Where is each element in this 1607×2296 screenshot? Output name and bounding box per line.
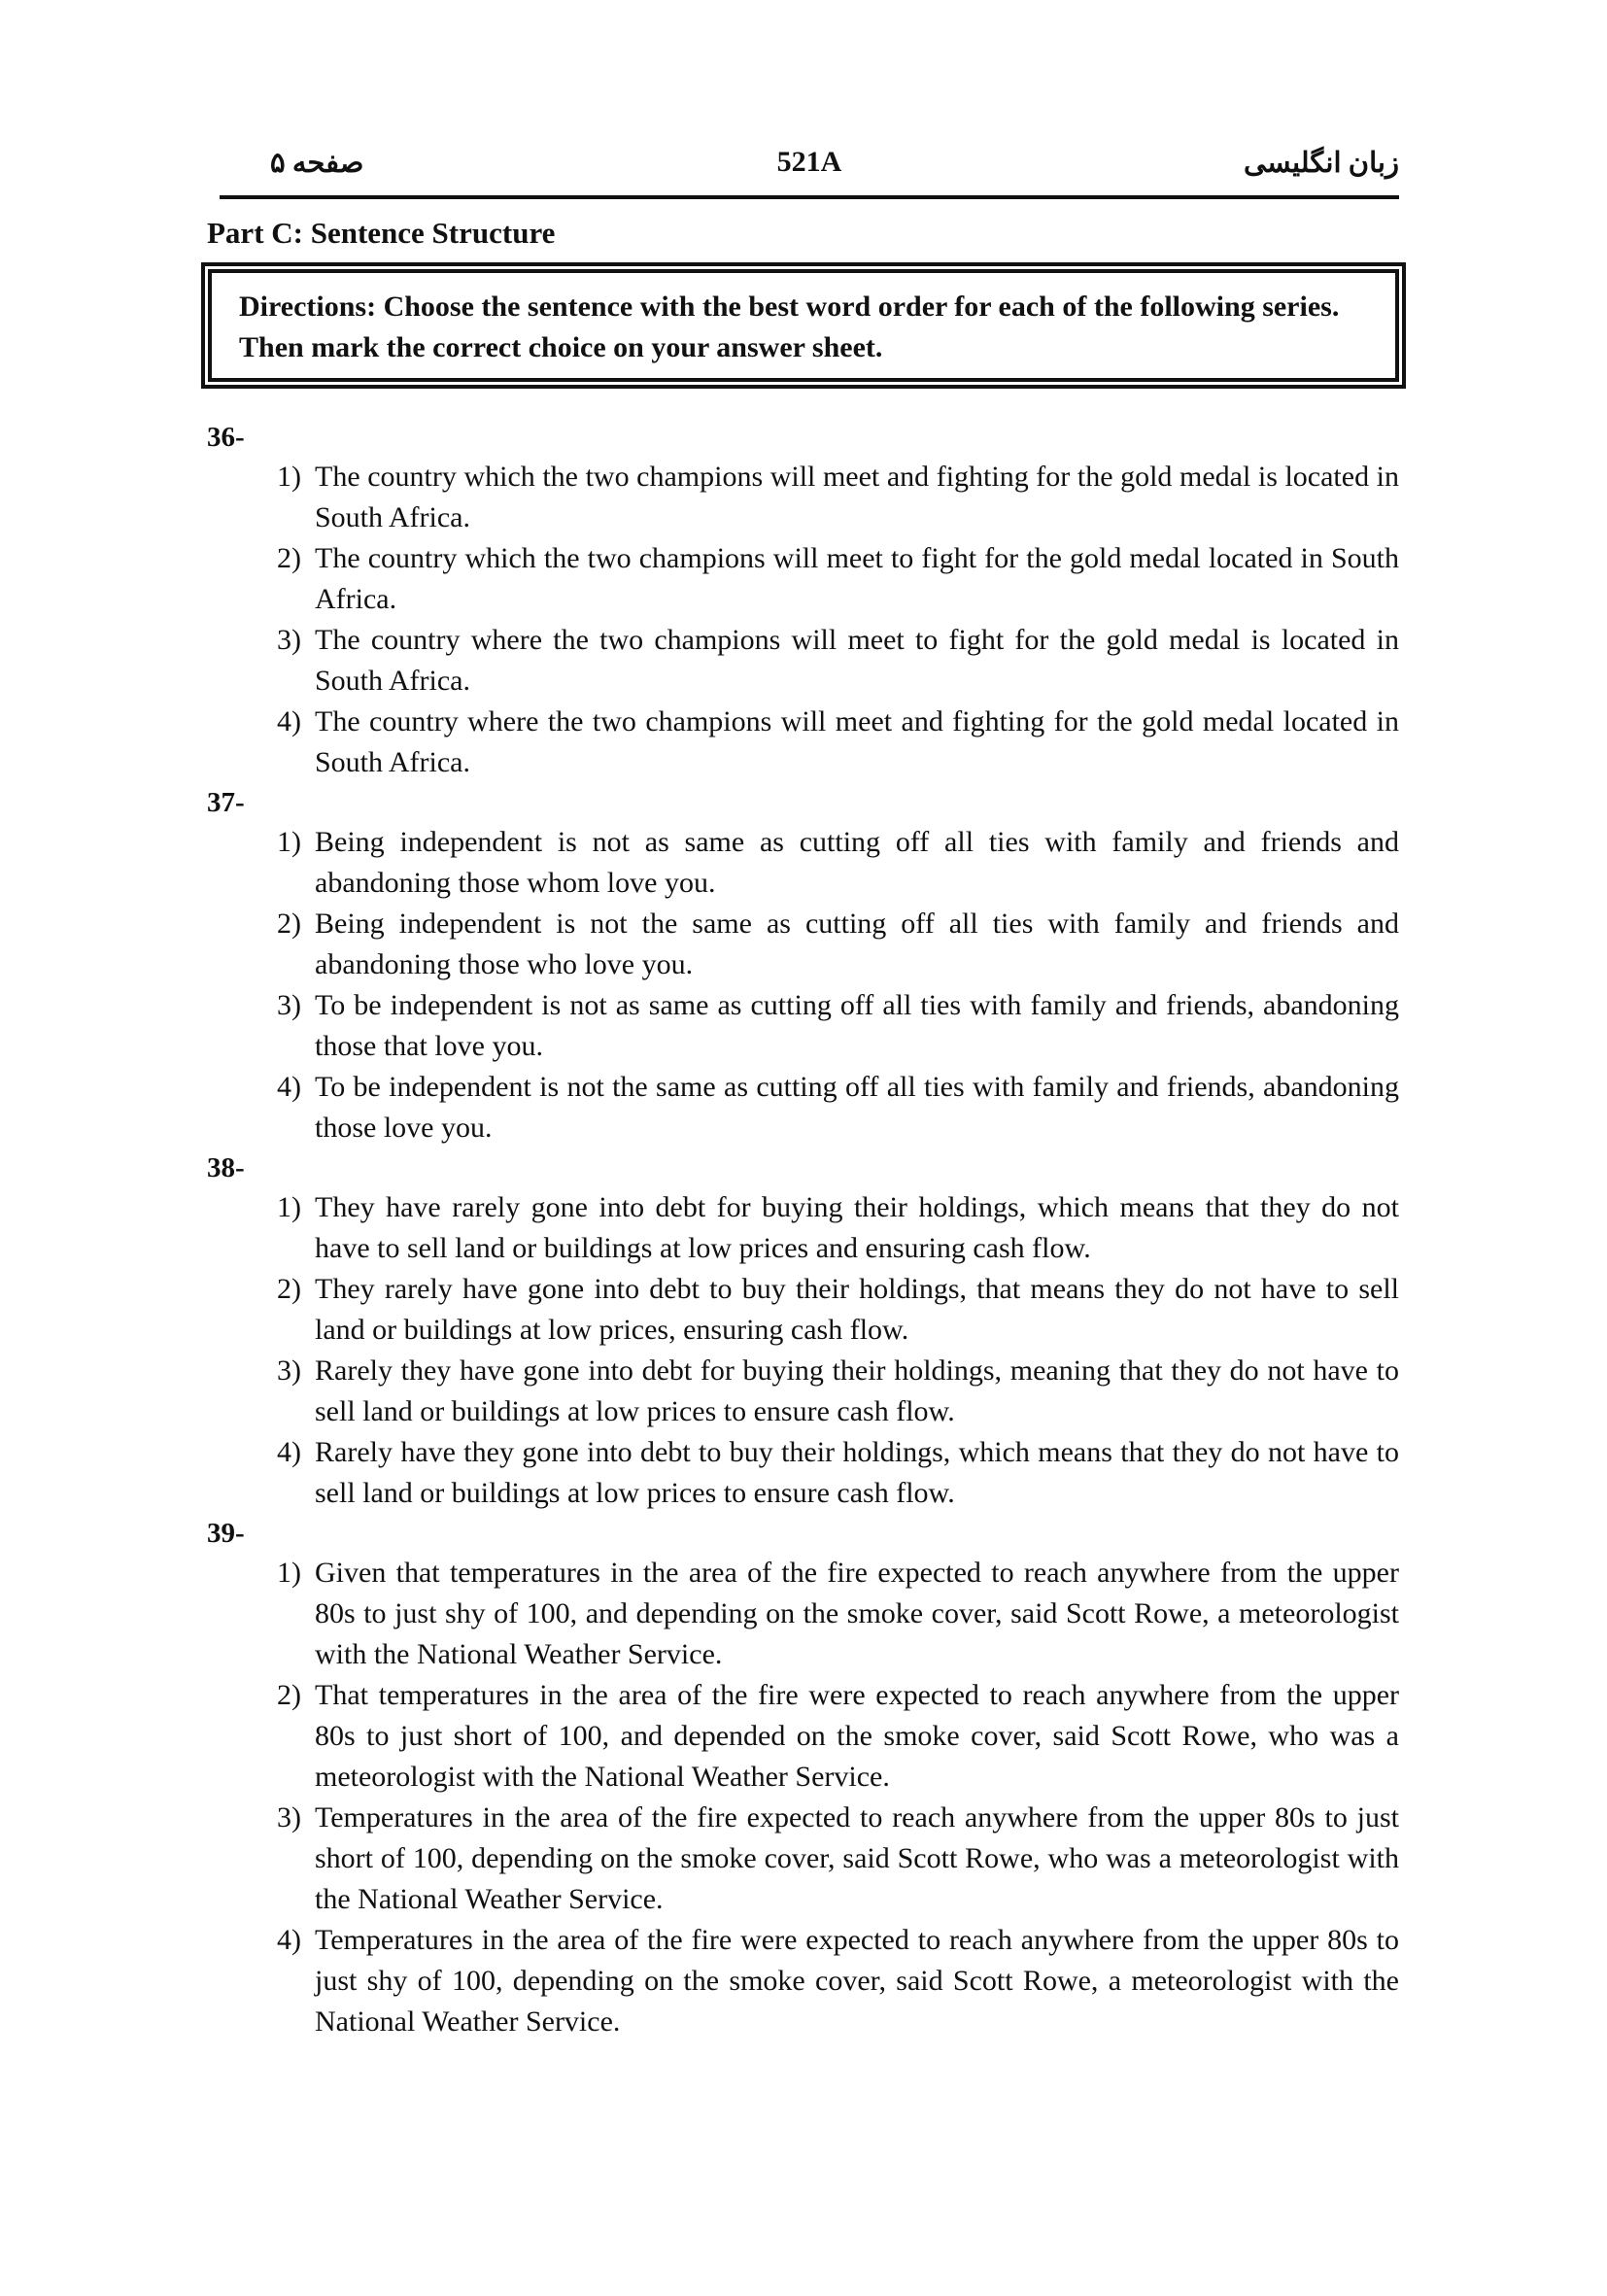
option-number: 4) bbox=[277, 1924, 301, 1956]
answer-option bbox=[277, 822, 1399, 904]
directions-box bbox=[201, 262, 1406, 389]
option-number: 1) bbox=[277, 1191, 301, 1223]
subject-label: زبان انگلیسی bbox=[1244, 148, 1399, 179]
option-number: 2) bbox=[277, 908, 301, 940]
question-37 bbox=[207, 783, 1399, 1148]
option-number: 3) bbox=[277, 989, 301, 1021]
option-text: Rarely they have gone into debt for buying their holdings, meaning that they do not have to sell land or buildings at low prices to ensure cash flow. bbox=[315, 1354, 1399, 1427]
answer-option bbox=[277, 1675, 1399, 1798]
option-text: Rarely have they gone into debt to buy their holdings, which means that they do not have to sell land or buildings at low prices to ensure cash flow. bbox=[315, 1436, 1399, 1509]
answer-option bbox=[277, 702, 1399, 783]
option-text: The country where the two champions will meet to fight for the gold medal is located in South Africa. bbox=[315, 624, 1399, 697]
answer-option bbox=[277, 1067, 1399, 1148]
option-text: The country which the two champions will meet and fighting for the gold medal is located in South Africa. bbox=[315, 461, 1399, 533]
option-number: 1) bbox=[277, 1557, 301, 1589]
answer-option bbox=[277, 620, 1399, 702]
answer-option bbox=[277, 457, 1399, 538]
section-title: Part C: Sentence Structure bbox=[207, 216, 556, 250]
answer-option bbox=[277, 1432, 1399, 1514]
question-number: 39- bbox=[207, 1518, 245, 1549]
question-number: 36- bbox=[207, 422, 245, 453]
answer-option bbox=[277, 1187, 1399, 1269]
option-number: 3) bbox=[277, 1354, 301, 1387]
option-text: Given that temperatures in the area of the fire expected to reach anywhere from the upper 80s to just shy of 100, and depending on the smoke cover, said Scott Rowe, a meteorologist with the National Weather Service. bbox=[315, 1557, 1399, 1670]
header-divider bbox=[220, 195, 1399, 199]
answer-option bbox=[277, 538, 1399, 620]
option-text: They have rarely gone into debt for buying their holdings, which means that they do not have to sell land or buildings at low prices and ensuring cash flow. bbox=[315, 1191, 1399, 1264]
question-number: 38- bbox=[207, 1152, 245, 1183]
directions-text: Directions: Choose the sentence with the best word order for each of the following series. Then mark the correct choice on your answer sheet. bbox=[239, 291, 1340, 363]
answer-option bbox=[277, 1920, 1399, 2042]
option-text: Being independent is not as same as cutting off all ties with family and friends and abandoning those whom love you. bbox=[315, 826, 1399, 899]
page-number-label: صفحه ۵ bbox=[270, 148, 364, 179]
question-38 bbox=[207, 1148, 1399, 1514]
question-list bbox=[207, 418, 1399, 2042]
option-number: 3) bbox=[277, 1801, 301, 1833]
option-number: 1) bbox=[277, 461, 301, 493]
option-number: 2) bbox=[277, 542, 301, 574]
option-number: 2) bbox=[277, 1273, 301, 1305]
question-36 bbox=[207, 418, 1399, 783]
option-number: 3) bbox=[277, 624, 301, 656]
answer-option bbox=[277, 1269, 1399, 1351]
page-header bbox=[220, 146, 1399, 188]
answer-option bbox=[277, 1351, 1399, 1432]
option-text: To be independent is not as same as cutting off all ties with family and friends, abandoning those that love you. bbox=[315, 989, 1399, 1062]
answer-option bbox=[277, 1553, 1399, 1675]
answer-option bbox=[277, 985, 1399, 1067]
question-number: 37- bbox=[207, 787, 245, 818]
option-number: 4) bbox=[277, 1071, 301, 1103]
option-text: That temperatures in the area of the fire were expected to reach anywhere from the upper 80s to just short of 100, and depended on the smoke cover, said Scott Rowe, who was a meteorologist with the National Weather Service. bbox=[315, 1679, 1399, 1793]
option-text: Temperatures in the area of the fire were expected to reach anywhere from the upper 80s to just shy of 100, depending on the smoke cover, said Scott Rowe, a meteorologist with the National Weather Service. bbox=[315, 1924, 1399, 2038]
option-number: 2) bbox=[277, 1679, 301, 1711]
exam-code: 521A bbox=[776, 146, 842, 178]
option-text: They rarely have gone into debt to buy their holdings, that means they do not have to sell land or buildings at low prices, ensuring cash flow. bbox=[315, 1273, 1399, 1346]
answer-option bbox=[277, 1798, 1399, 1920]
question-39 bbox=[207, 1514, 1399, 2042]
option-text: Being independent is not the same as cutting off all ties with family and friends and abandoning those who love you. bbox=[315, 908, 1399, 980]
answer-option bbox=[277, 904, 1399, 985]
option-text: The country which the two champions will meet to fight for the gold medal located in South Africa. bbox=[315, 542, 1399, 615]
option-text: Temperatures in the area of the fire expected to reach anywhere from the upper 80s to just short of 100, depending on the smoke cover, said Scott Rowe, who was a meteorologist with the National Weather Service. bbox=[315, 1801, 1399, 1915]
option-text: The country where the two champions will meet and fighting for the gold medal located in South Africa. bbox=[315, 705, 1399, 778]
option-number: 4) bbox=[277, 705, 301, 737]
option-text: To be independent is not the same as cutting off all ties with family and friends, abandoning those love you. bbox=[315, 1071, 1399, 1144]
option-number: 1) bbox=[277, 826, 301, 858]
option-number: 4) bbox=[277, 1436, 301, 1468]
